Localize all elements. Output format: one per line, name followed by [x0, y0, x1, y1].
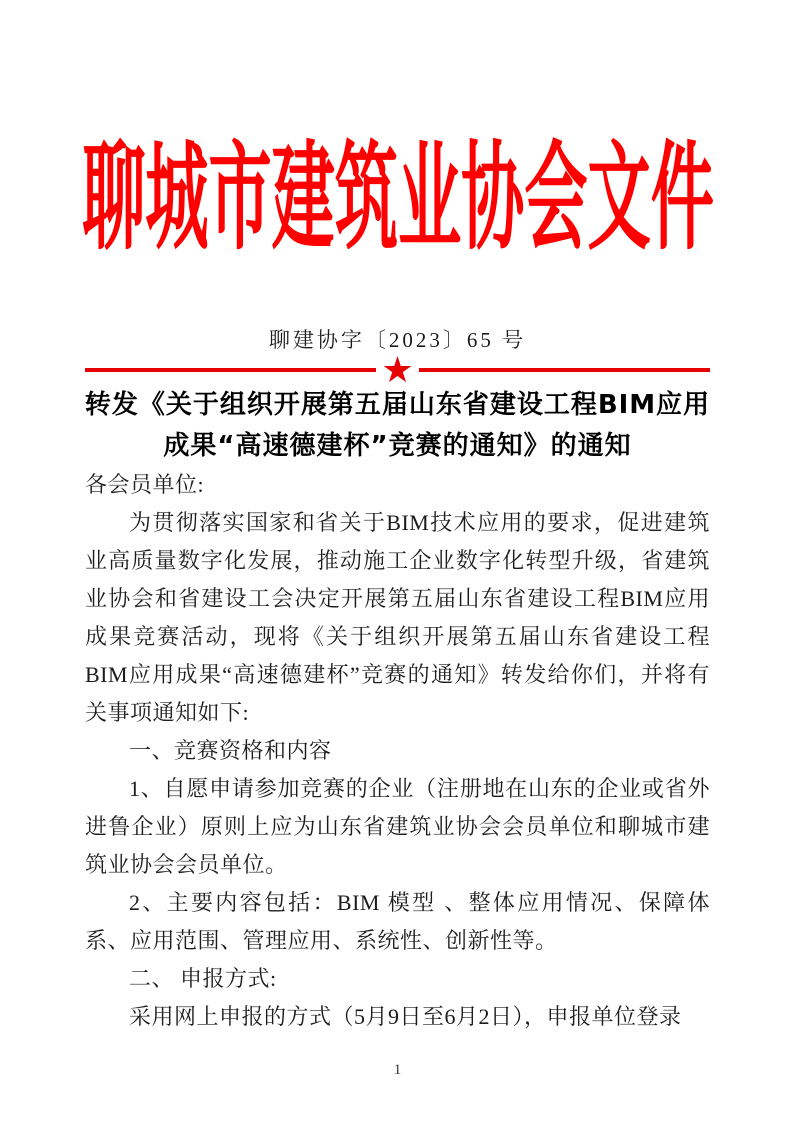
document-body — [85, 466, 710, 1036]
document-number: 聊建协字〔2023〕65 号 — [268, 328, 527, 352]
body-paragraph: 为贯彻落实国家和省关于BIM技术应用的要求，促进建筑业高质量数字化发展，推动施工企业数字化转型升级，省建筑业协会和省建设工会决定开展第五届山东省建设工程BIM应用成果竞赛活动，现将《关于组织开展第五届山东省建设工程BIM应用成果“高速德建杯”竞赛的通知》转发给你们，并将有关事项通知如下: — [85, 510, 710, 725]
body-paragraph: 1、自愿申请参加竞赛的企业（注册地在山东的企业或省外进鲁企业）原则上应为山东省建筑业协会会员单位和聊城市建筑业协会会员单位。 — [85, 776, 710, 877]
document-title-line1: 转发《关于组织开展第五届山东省建设工程BIM应用 — [84, 390, 711, 420]
body-paragraph: 一、竞赛资格和内容 — [129, 738, 332, 763]
red-rule-left — [85, 368, 376, 372]
body-paragraph: 采用网上申报的方式（5月9日至6月2日），申报单位登录 — [129, 1004, 682, 1029]
body-paragraph: 二、 申报方式: — [129, 966, 277, 991]
letterhead-org-title: 聊城市建筑业协会文件 — [81, 135, 714, 264]
document-title-line2: 成果“高速德建杯”竞赛的通知》的通知 — [163, 431, 632, 461]
red-divider — [85, 350, 710, 391]
star-icon: ★ — [381, 350, 414, 391]
document-title — [60, 385, 735, 467]
red-rule-right — [419, 368, 710, 372]
page-number: 1 — [393, 1062, 402, 1078]
body-paragraph: 各会员单位: — [85, 472, 205, 497]
body-paragraph: 2、主要内容包括：BIM 模型 、整体应用情况、保障体系、应用范围、管理应用、系统性、创新性等。 — [85, 890, 710, 953]
